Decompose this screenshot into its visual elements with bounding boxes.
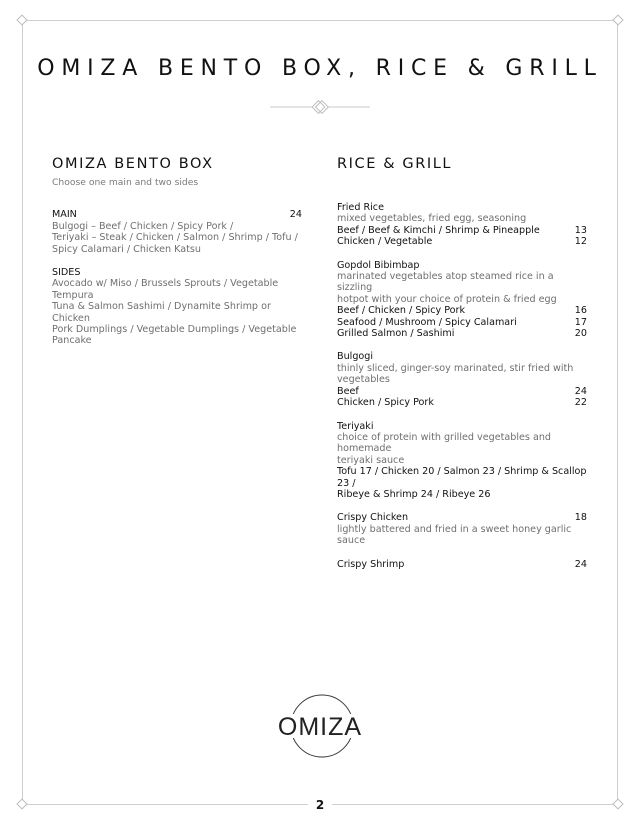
page-title: OMIZA BENTO BOX, RICE & GRILL [37, 56, 603, 81]
menu-item [337, 351, 587, 408]
menu-item [337, 260, 587, 340]
rice-grill-section-title: RICE & GRILL [337, 156, 453, 172]
menu-item-description: vegetables [337, 374, 390, 386]
menu-item-header [337, 421, 587, 432]
menu-item-name: Gopdol Bibimbap [337, 259, 420, 271]
bento-main-options [52, 221, 302, 255]
menu-option-row [337, 397, 587, 408]
menu-option-price: 24 [574, 385, 587, 397]
bento-column [52, 154, 302, 347]
menu-option-row [337, 328, 587, 339]
corner-diamond-icon [612, 14, 623, 25]
menu-option-price: 13 [574, 224, 587, 236]
menu-item [337, 202, 587, 248]
menu-item [337, 559, 587, 570]
menu-option-row [337, 225, 587, 236]
menu-option-label: Beef / Chicken / Spicy Pork [337, 305, 466, 317]
bento-main-line: Spicy Calamari / Chicken Katsu [52, 243, 201, 255]
menu-item-header [337, 260, 587, 271]
bento-section-title: OMIZA BENTO BOX [52, 156, 214, 172]
ornament-divider-icon [270, 100, 370, 114]
menu-option-label: Beef [337, 385, 359, 397]
menu-item-header [337, 351, 587, 362]
bento-main-line: Bulgogi – Beef / Chicken / Spicy Pork / [52, 220, 234, 232]
bento-main-block [52, 209, 302, 255]
menu-item-name: Crispy Shrimp [337, 558, 405, 570]
omiza-logo [272, 690, 368, 762]
frame-top-line [22, 20, 618, 21]
menu-item-header [337, 559, 587, 570]
menu-option-row [337, 466, 587, 489]
bento-main-label: MAIN [52, 209, 77, 221]
menu-option-price: 16 [574, 305, 587, 317]
corner-diamond-icon [16, 798, 27, 809]
menu-item [337, 512, 587, 546]
corner-diamond-icon [612, 798, 623, 809]
menu-item-header [337, 202, 587, 213]
menu-option-row [337, 317, 587, 328]
menu-option-label: Chicken / Vegetable [337, 236, 433, 248]
menu-item-description: teriyaki sauce [337, 454, 405, 466]
corner-diamond-icon [16, 14, 27, 25]
frame-left-line [22, 20, 23, 805]
bento-sides-line: Pork Dumplings / Vegetable Dumplings / Vegetable [52, 324, 297, 336]
menu-option-label: Grilled Salmon / Sashimi [337, 328, 455, 340]
menu-option-row [337, 236, 587, 247]
menu-item [337, 421, 587, 501]
menu-option-price: 22 [574, 397, 587, 409]
menu-item-description: lightly battered and fried in a sweet honey garlic sauce [337, 523, 572, 547]
bento-sides-line: Tuna & Salmon Sashimi / Dynamite Shrimp or Chicken [52, 301, 271, 324]
menu-option-price: 20 [574, 328, 587, 340]
menu-option-price: 12 [574, 236, 587, 248]
bento-main-header [52, 209, 302, 220]
menu-item-header [337, 512, 587, 523]
bento-sides-options [52, 278, 302, 346]
menu-item-price: 18 [574, 512, 587, 524]
menu-option-row [337, 489, 587, 500]
menu-item-description: choice of protein with grilled vegetables and homemade [337, 431, 552, 455]
bento-sides-block [52, 267, 302, 347]
bento-main-line: Teriyaki – Steak / Chicken / Salmon / Shrimp / Tofu / [52, 232, 298, 244]
bento-sides-line: Avocado w/ Miso / Brussels Sprouts / Vegetable Tempura [52, 278, 279, 301]
menu-option-label: Ribeye & Shrimp 24 / Ribeye 26 [337, 488, 491, 500]
menu-item-name: Fried Rice [337, 202, 384, 213]
menu-option-label: Beef / Beef & Kimchi / Shrimp & Pineapple [337, 224, 540, 236]
rice-grill-column [337, 154, 587, 570]
rice-grill-items [337, 202, 587, 570]
bento-sides-line: Pancake [52, 335, 92, 347]
bento-sides-label: SIDES [52, 267, 81, 279]
bento-main-price: 24 [289, 209, 302, 221]
menu-item-name: Bulgogi [337, 351, 374, 363]
menu-item-description: thinly sliced, ginger-soy marinated, stir fried with [337, 362, 574, 374]
bento-subtitle: Choose one main and two sides [52, 177, 199, 188]
menu-option-price: 17 [574, 316, 587, 328]
menu-option-label: Tofu 17 / Chicken 20 / Salmon 23 / Shrimp & Scallop 23 / [337, 466, 587, 489]
menu-option-label: Chicken / Spicy Pork [337, 397, 434, 409]
menu-option-label: Seafood / Mushroom / Spicy Calamari [337, 316, 517, 328]
menu-item-name: Crispy Chicken [337, 512, 409, 524]
menu-option-row [337, 305, 587, 316]
menu-item-description: marinated vegetables atop steamed rice in a sizzling [337, 271, 554, 294]
menu-item-description: mixed vegetables, fried egg, seasoning [337, 213, 527, 225]
menu-item-price: 24 [574, 558, 587, 570]
menu-item-description: hotpot with your choice of protein & fried egg [337, 293, 557, 305]
menu-option-row [337, 386, 587, 397]
frame-right-line [617, 20, 618, 805]
menu-item-name: Teriyaki [337, 420, 374, 432]
page-number: 2 [308, 795, 332, 815]
logo-text: OMIZA [277, 713, 363, 741]
